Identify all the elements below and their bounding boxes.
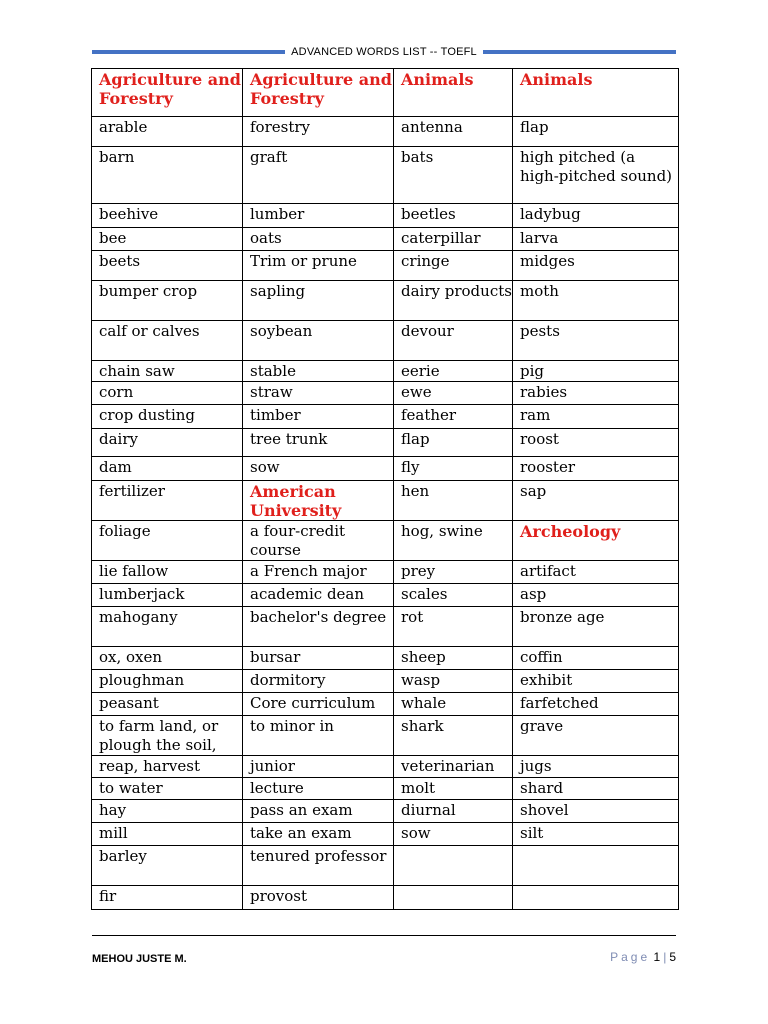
table-row xyxy=(92,117,679,147)
word-cell: hay xyxy=(92,800,243,823)
word-cell: crop dusting xyxy=(92,405,243,429)
word-cell: pig xyxy=(513,361,679,382)
word-cell: antenna xyxy=(394,117,513,147)
header-rule-left xyxy=(92,50,285,54)
table-row xyxy=(92,147,679,204)
word-cell: Core curriculum xyxy=(243,693,394,716)
word-cell: mahogany xyxy=(92,607,243,647)
word-cell xyxy=(513,846,679,886)
word-cell: dairy products xyxy=(394,281,513,321)
table-row xyxy=(92,281,679,321)
table-row xyxy=(92,756,679,778)
page-header xyxy=(92,44,676,60)
word-cell: high pitched (a high-pitched sound) xyxy=(513,147,679,204)
word-cell: to minor in xyxy=(243,716,394,756)
page-label: Page xyxy=(610,950,651,964)
word-cell: coffin xyxy=(513,647,679,670)
word-cell: a French major xyxy=(243,561,394,584)
word-cell: forestry xyxy=(243,117,394,147)
header-rule-right xyxy=(483,50,676,54)
column-heading: Agriculture and Forestry xyxy=(243,69,394,117)
word-cell: junior xyxy=(243,756,394,778)
word-cell: fly xyxy=(394,457,513,481)
word-cell: bronze age xyxy=(513,607,679,647)
word-cell: to water xyxy=(92,778,243,800)
table-row xyxy=(92,823,679,846)
word-cell: timber xyxy=(243,405,394,429)
word-cell: fir xyxy=(92,886,243,910)
word-cell: lie fallow xyxy=(92,561,243,584)
page-separator: | xyxy=(663,950,667,964)
word-cell: bats xyxy=(394,147,513,204)
word-cell: midges xyxy=(513,251,679,281)
word-cell: sap xyxy=(513,481,679,521)
word-cell: silt xyxy=(513,823,679,846)
table-row xyxy=(92,607,679,647)
word-cell: lumber xyxy=(243,204,394,228)
total-pages: 5 xyxy=(669,950,676,964)
word-cell: flap xyxy=(513,117,679,147)
word-cell: bee xyxy=(92,228,243,251)
word-cell: soybean xyxy=(243,321,394,361)
table-row xyxy=(92,321,679,361)
word-cell: ladybug xyxy=(513,204,679,228)
word-cell: grave xyxy=(513,716,679,756)
word-cell: shard xyxy=(513,778,679,800)
word-cell: beets xyxy=(92,251,243,281)
word-cell: sow xyxy=(394,823,513,846)
word-cell: ram xyxy=(513,405,679,429)
table-row xyxy=(92,228,679,251)
column-heading: Agriculture and Forestry xyxy=(92,69,243,117)
word-cell: barn xyxy=(92,147,243,204)
word-cell: hog, swine xyxy=(394,521,513,561)
word-cell: whale xyxy=(394,693,513,716)
word-cell: bachelor's degree xyxy=(243,607,394,647)
word-cell: pass an exam xyxy=(243,800,394,823)
word-cell: mill xyxy=(92,823,243,846)
word-cell: academic dean xyxy=(243,584,394,607)
word-cell: straw xyxy=(243,382,394,405)
table-row xyxy=(92,405,679,429)
header-title: ADVANCED WORDS LIST -- TOEFL xyxy=(291,46,477,58)
word-cell: bursar xyxy=(243,647,394,670)
table-row xyxy=(92,670,679,693)
word-cell: shovel xyxy=(513,800,679,823)
table-header-row xyxy=(92,69,679,117)
table-row xyxy=(92,457,679,481)
word-cell: graft xyxy=(243,147,394,204)
word-cell: sheep xyxy=(394,647,513,670)
word-cell: eerie xyxy=(394,361,513,382)
word-cell: provost xyxy=(243,886,394,910)
word-cell: dam xyxy=(92,457,243,481)
table-row xyxy=(92,521,679,561)
word-cell: sow xyxy=(243,457,394,481)
word-cell: foliage xyxy=(92,521,243,561)
word-cell: larva xyxy=(513,228,679,251)
word-cell: ewe xyxy=(394,382,513,405)
table-row xyxy=(92,693,679,716)
word-cell: veterinarian xyxy=(394,756,513,778)
word-cell: exhibit xyxy=(513,670,679,693)
word-cell: rabies xyxy=(513,382,679,405)
column-heading: Animals xyxy=(513,69,679,117)
word-cell: scales xyxy=(394,584,513,607)
word-cell: barley xyxy=(92,846,243,886)
word-cell: peasant xyxy=(92,693,243,716)
word-cell: calf or calves xyxy=(92,321,243,361)
word-cell: beehive xyxy=(92,204,243,228)
word-cell: wasp xyxy=(394,670,513,693)
word-cell: lumberjack xyxy=(92,584,243,607)
word-cell: flap xyxy=(394,429,513,457)
word-cell: reap, harvest xyxy=(92,756,243,778)
table-row xyxy=(92,846,679,886)
word-cell: devour xyxy=(394,321,513,361)
table-row xyxy=(92,251,679,281)
page-indicator xyxy=(610,950,676,964)
section-heading-cell: Archeology xyxy=(513,521,679,561)
word-cell: moth xyxy=(513,281,679,321)
word-cell: sapling xyxy=(243,281,394,321)
word-cell: corn xyxy=(92,382,243,405)
word-cell: artifact xyxy=(513,561,679,584)
vocabulary-table xyxy=(91,68,679,910)
word-cell: prey xyxy=(394,561,513,584)
word-cell: diurnal xyxy=(394,800,513,823)
word-cell: farfetched xyxy=(513,693,679,716)
word-cell: hen xyxy=(394,481,513,521)
word-cell: ox, oxen xyxy=(92,647,243,670)
section-heading-cell: American University xyxy=(243,481,394,521)
word-cell: take an exam xyxy=(243,823,394,846)
table-row xyxy=(92,778,679,800)
word-cell: oats xyxy=(243,228,394,251)
word-cell: stable xyxy=(243,361,394,382)
word-cell: shark xyxy=(394,716,513,756)
word-cell: rooster xyxy=(513,457,679,481)
word-cell: lecture xyxy=(243,778,394,800)
word-cell: a four-credit course xyxy=(243,521,394,561)
word-cell: to farm land, or plough the soil, xyxy=(92,716,243,756)
word-cell: dairy xyxy=(92,429,243,457)
table-row xyxy=(92,481,679,521)
word-cell: rot xyxy=(394,607,513,647)
footer-author: MEHOU JUSTE M. xyxy=(92,953,187,965)
word-cell: dormitory xyxy=(243,670,394,693)
word-cell: chain saw xyxy=(92,361,243,382)
word-cell: jugs xyxy=(513,756,679,778)
table-row xyxy=(92,561,679,584)
word-cell: tenured professor xyxy=(243,846,394,886)
table-row xyxy=(92,716,679,756)
page-number: 1 xyxy=(653,950,661,964)
word-cell: pests xyxy=(513,321,679,361)
table-row xyxy=(92,800,679,823)
vocabulary-table-body xyxy=(92,69,679,910)
word-cell: molt xyxy=(394,778,513,800)
word-cell xyxy=(513,886,679,910)
word-cell: feather xyxy=(394,405,513,429)
table-row xyxy=(92,584,679,607)
word-cell: cringe xyxy=(394,251,513,281)
table-row xyxy=(92,361,679,382)
word-cell xyxy=(394,886,513,910)
word-cell: Trim or prune xyxy=(243,251,394,281)
word-cell: bumper crop xyxy=(92,281,243,321)
table-row xyxy=(92,204,679,228)
table-row xyxy=(92,382,679,405)
word-cell: beetles xyxy=(394,204,513,228)
word-cell: arable xyxy=(92,117,243,147)
word-cell: roost xyxy=(513,429,679,457)
column-heading: Animals xyxy=(394,69,513,117)
word-cell: fertilizer xyxy=(92,481,243,521)
word-cell: ploughman xyxy=(92,670,243,693)
table-row xyxy=(92,886,679,910)
table-row xyxy=(92,647,679,670)
word-cell: caterpillar xyxy=(394,228,513,251)
footer-rule xyxy=(92,935,676,936)
word-cell: tree trunk xyxy=(243,429,394,457)
table-row xyxy=(92,429,679,457)
word-cell: asp xyxy=(513,584,679,607)
word-cell xyxy=(394,846,513,886)
